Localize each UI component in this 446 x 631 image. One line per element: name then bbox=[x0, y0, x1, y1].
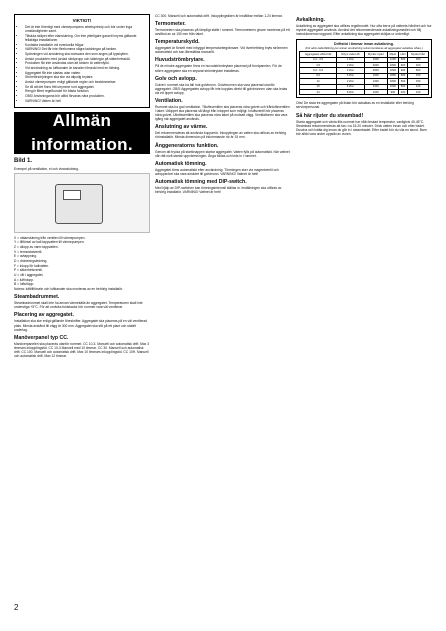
col3-sections bbox=[296, 17, 432, 36]
section-heading: Manöverpanel typ CC. bbox=[14, 334, 69, 341]
figure-title: Bild 1. bbox=[14, 157, 33, 164]
important-item: • Det är inte förenligt med värmepumpens arbetsprincip och bör under inga omständigheter samt. bbox=[25, 25, 145, 33]
table-cell: 8 l/tim bbox=[337, 89, 364, 94]
section-text: CC 300. Manuell och automatisk drift. Inkopplingstiden är inställbar mellan 1-24 timmar. bbox=[155, 14, 283, 18]
table-cell: 9,0 bbox=[300, 73, 337, 78]
section-text: Aggregatet är försett med inbyggd temperaturbegränsare. Vid överhettning bryts strömmen automatiskt och kan återställas manuellt. bbox=[155, 46, 288, 55]
section-heading: Automatisk tömning. bbox=[155, 160, 207, 167]
column-left bbox=[14, 14, 150, 359]
section-heading: Avkalkning. bbox=[296, 17, 325, 23]
section-heading: Termometer. bbox=[155, 21, 186, 28]
control-panel-shape bbox=[63, 190, 81, 200]
section-text: Termometern ska placeras på lämpligt ställe i rummet. Termometerns givare monteras på ett avstånd av ca 150 mm från taket. bbox=[155, 28, 290, 37]
table-cell: 100 bbox=[408, 89, 429, 94]
table-cell: 500 bbox=[408, 68, 429, 73]
table-cell: 6,0 - 6,6 bbox=[300, 68, 337, 73]
table-cell: 1800 bbox=[387, 62, 398, 67]
table-cell: 5 l/tim bbox=[337, 73, 364, 78]
section-heading: Änggeneratorns funktion. bbox=[155, 142, 219, 149]
table-cell: 2000 bbox=[364, 62, 387, 67]
important-item: • Anslut värmepumpen enligt gällande regler och bestämmelser. bbox=[25, 80, 145, 84]
table-cell: 3 l/tim bbox=[337, 68, 364, 73]
table-col-header: Volym vatten l/h bbox=[337, 52, 364, 57]
legend-item: F = inlopp för kallvatten. bbox=[14, 263, 50, 268]
table-cell: 1300 bbox=[364, 84, 387, 89]
table-cell: 1200 bbox=[387, 57, 398, 62]
table-cell: 2600 bbox=[364, 68, 387, 73]
table-body bbox=[300, 57, 429, 95]
section-heading: Huvudströmbrytare. bbox=[155, 57, 205, 64]
table-cell: 15 bbox=[300, 84, 337, 89]
table-col-header: Mjukt bbox=[387, 52, 398, 57]
table-cell: 1600 bbox=[387, 84, 398, 89]
banner-general-information: Allmän information. bbox=[14, 112, 150, 154]
table-cell: 1000 bbox=[364, 57, 387, 62]
table-cell: 150 bbox=[408, 73, 429, 78]
table-subtitle: (För aktiv kalkutfällning per annan användning rekommenderas att aggregatet avkalkas oftare.) bbox=[305, 45, 423, 50]
important-item: • Strömförsörjningen ska ske via allpolig brytare. bbox=[25, 75, 145, 79]
legend-item: P = säkerhetsventil. bbox=[14, 268, 43, 273]
table-cell: 300 bbox=[408, 57, 429, 62]
section-text: Starta aggregatet och vänta tills rummet har nått önskad temperatur, vanligtvis 40-45°C. Steambad rekommenderas att tas i ca 15-20 minuter. Drick vatten innan och efter badet. Duscha och tvätta dig innan du går in i steambadet. Efter badet bör du vila en stund. Barn bör alltid vara under uppsikt av vuxen. bbox=[296, 119, 427, 136]
legend-item: E = avtappning. bbox=[14, 254, 38, 259]
table-cell: 1300 bbox=[364, 79, 387, 84]
table-cell: 1800 bbox=[387, 68, 398, 73]
legend-item: X = nätanslutning från ventilen till värmepumpen. bbox=[14, 235, 86, 240]
table-cell: 500 bbox=[398, 84, 407, 89]
table-col-header: Mycket hårt bbox=[408, 52, 429, 57]
section-heading: Ventilation. bbox=[155, 97, 183, 104]
legend-item: D = dräneringsledning. bbox=[14, 259, 48, 264]
page-number: 2 bbox=[14, 603, 19, 612]
table-cell: 900 bbox=[398, 62, 407, 67]
important-item: • VARNING! Det får inte förekomma några laddningar på tanken. bbox=[25, 47, 145, 51]
table-row bbox=[300, 89, 429, 94]
section-heading: Placering av aggregatet. bbox=[14, 312, 74, 319]
table-col-header: Aggregatets effekt kW bbox=[300, 52, 337, 57]
table-title: Driftstid i timmar innan avkalkning. bbox=[334, 42, 394, 47]
column-middle bbox=[155, 14, 291, 195]
important-title: VIKTIGT! bbox=[72, 18, 92, 23]
section-text: Manöverpanelen ska placeras utanför rummet. CC 10-3. Manuell och automatisk drift. Max 3 timmars inkopplingstid. CC 10-3 Manuell med 10 timmar. CC 30. Manuell och automatisk drift. CC 100. Manuell och automatisk drift. Max 10 timmars inkopplingstid. CC 10H. Manuell och automatisk drift. Max 12 timmar. bbox=[14, 341, 150, 358]
important-item: • Se till att det finns fritt utrymme runt aggregatet. bbox=[25, 85, 145, 89]
table-col-header: Mycket mjukt bbox=[364, 52, 387, 57]
important-item: • OBS! Anvisningarna bör alltid förvaras nära produkten. bbox=[25, 94, 145, 98]
section-text: På de mindre aggregaten finns en huvudströmbrytare placerad på frontpanelen. För de större aggregaten ska en separat strömbrytare installeras. bbox=[155, 64, 282, 73]
table-cell: 12 bbox=[300, 79, 337, 84]
table-cell: 1800 bbox=[387, 79, 398, 84]
table-cell: 600 bbox=[398, 79, 407, 84]
legend-item: Z = utlopp av varm tappvatten. bbox=[14, 244, 59, 249]
important-box bbox=[14, 14, 150, 108]
table-cell: 2,2 - 3,5 bbox=[300, 57, 337, 62]
installation-diagram-icon bbox=[14, 173, 150, 233]
table-cell: 900 bbox=[387, 89, 398, 94]
col2-sections bbox=[155, 14, 291, 194]
section-text: Obs! De sista tre aggregaten på listan bör avkalkas av en installatör eller behörig servicepersonal. bbox=[296, 101, 414, 110]
figure-caption: Exempel på ventilation, el och vinanslutning. bbox=[14, 166, 79, 171]
legend-item: B = luftutlopp. bbox=[14, 282, 35, 287]
legend-item: U = vilt i aggregatet. bbox=[14, 273, 44, 278]
important-item: • Spänningen vid anslutning ska motsvara den som anges på typskylten. bbox=[25, 52, 145, 56]
table-cell: 900 bbox=[398, 68, 407, 73]
section-text: Med hjälp av DIP-switchen kan tömningsintervall ställas in. Inställningen ska utföras av behörig installatör. VARNING! Vattnet är hett! bbox=[155, 185, 282, 194]
table-cell: 150 bbox=[408, 79, 429, 84]
legend-item: A = luftinlopp. bbox=[14, 277, 34, 282]
legend-item: V = termostatventil. bbox=[14, 249, 43, 254]
table-cell: 24 bbox=[300, 89, 337, 94]
section-heading: Temperaturskydd. bbox=[155, 39, 200, 46]
section-text: Aggregatet töms automatiskt efter användning. Tömningen sker via magnetventil och avloppsröret ska vara anslutet till golvbrunn. VARNING! Vattnet är hett! bbox=[155, 167, 279, 176]
column-right bbox=[296, 14, 432, 137]
table-cell: 400 bbox=[398, 89, 407, 94]
important-item: • Vid användning av luftkanaler är kanalen försedd med en tätning. bbox=[25, 66, 145, 70]
descaling-table bbox=[299, 51, 429, 95]
important-item: • Kontakta installatör vid eventuella frågor. bbox=[25, 43, 145, 47]
section-text: Rummet ska ha god ventilation. Tilluftsventilen ska placeras nära golvet och frånluftsventilen i taket. Utloppet ska placeras så långt från inloppet som möjligt. Inluftsventil bör placeras nära golvet. Utluftsventilen ska placeras nära taket på motsatt vägg. Ventilationen ska vara igång när aggregatet används. bbox=[155, 104, 290, 122]
col1-sections bbox=[14, 294, 150, 358]
section-heading: Anslutning av värme. bbox=[155, 124, 208, 131]
important-list bbox=[19, 25, 145, 103]
important-item: • Rengör filtret regelbundet för bästa funktion. bbox=[25, 89, 145, 93]
table-cell: 1200 bbox=[364, 89, 387, 94]
important-item: • Produkten får inte användas utan att tanken är vattenfylld. bbox=[25, 61, 145, 65]
important-item: • Anslut produkten med jordad stickpropp och säkringar på säkerhetsskäl. bbox=[25, 57, 145, 61]
descaling-table-box bbox=[296, 39, 432, 98]
section-text: Installation ska ske enligt gällande föreskrifter. Aggregatet ska placeras på en väl ventilerad plats. Minsta avstånd till vägg är 300 mm. Aggregatet ska stå på ett plant och stabilt underlag. bbox=[14, 319, 148, 332]
section-text: Genom att trycka på startknappen startar aggregatet. Vatten fylls på automatiskt. När vattnet når rätt nivå startar uppvärmningen. Ånga bildas och leds in i rummet. bbox=[155, 149, 290, 158]
table-cell: 2 l/tim bbox=[337, 79, 364, 84]
table-cell: 120 bbox=[408, 84, 429, 89]
important-item: • Tillsluta skåpet efter elanslutning. Om inte ytterligare garanti inryms gällande fellaktiga installationer. bbox=[25, 34, 145, 42]
table-cell: 600 bbox=[398, 73, 407, 78]
legend-item: Notera: lufttillförseln och luftkanaler ska monteras av en behörig installatör. bbox=[14, 287, 123, 292]
figure-legend bbox=[14, 236, 150, 292]
important-item: • VARNING! Vatten är het! bbox=[25, 99, 145, 103]
section-heading: Golv och avlopp. bbox=[155, 75, 197, 82]
table-cell: 6 l/tim bbox=[337, 84, 364, 89]
section-text: Steambadrummet skall inte ha annan värmekälla än aggregatet. Temperaturen skall inte understiga +5°C. För att undvika fuktskador bör rummet vara väl ventilerat. bbox=[14, 301, 143, 310]
legend-item: Y = tillförsel av kall tappvatten till värmepumpen. bbox=[14, 240, 85, 245]
table-cell: 4,5 bbox=[300, 62, 337, 67]
section-text: Det rekommenderas att använda kopparrör. Inkopplingen av vatten ska utföras av behörig rörinstallatör. Minsta dimension på inkommande rör är 15 mm. bbox=[155, 131, 287, 140]
table-cell: 2 l/tim bbox=[337, 62, 364, 67]
section-heading: Så här rijuter du steambad! bbox=[296, 112, 364, 119]
section-text: Avkalkning av aggregatet ska utföras regelbundet. Hur ofta beror på vattnets hårdhet och hur mycket aggregatet används. Använd det rekommenderade avkalkningsmedlet och följ instruktionerna noggrant. Efter avkalkning ska aggregatet sköljas ur ordentligt. bbox=[296, 24, 432, 37]
table-cell: 1800 bbox=[387, 73, 398, 78]
section-heading: Automatisk tömning med DIP-switch. bbox=[155, 178, 247, 185]
section-heading: Steambadrummet. bbox=[14, 294, 60, 301]
table-cell: 600 bbox=[398, 57, 407, 62]
table-cell: 1 l/tim bbox=[337, 57, 364, 62]
table-cell: 1600 bbox=[364, 73, 387, 78]
important-item: • Aggregatet får inte startas utan vatten. bbox=[25, 71, 145, 75]
col3-after-sections bbox=[296, 101, 432, 136]
section-text: Golvet i rummet ska ha fall mot golvbrunn. Golvbrunnen ska vara placerad utanför aggregatet. OBS! Aggregatets avlopp får inte kopplas direkt till golvbrunnen utan ska ledas via ett öppet avlopp. bbox=[155, 82, 288, 95]
table-cell: 400 bbox=[408, 62, 429, 67]
table-col-header: Hårt bbox=[398, 52, 407, 57]
